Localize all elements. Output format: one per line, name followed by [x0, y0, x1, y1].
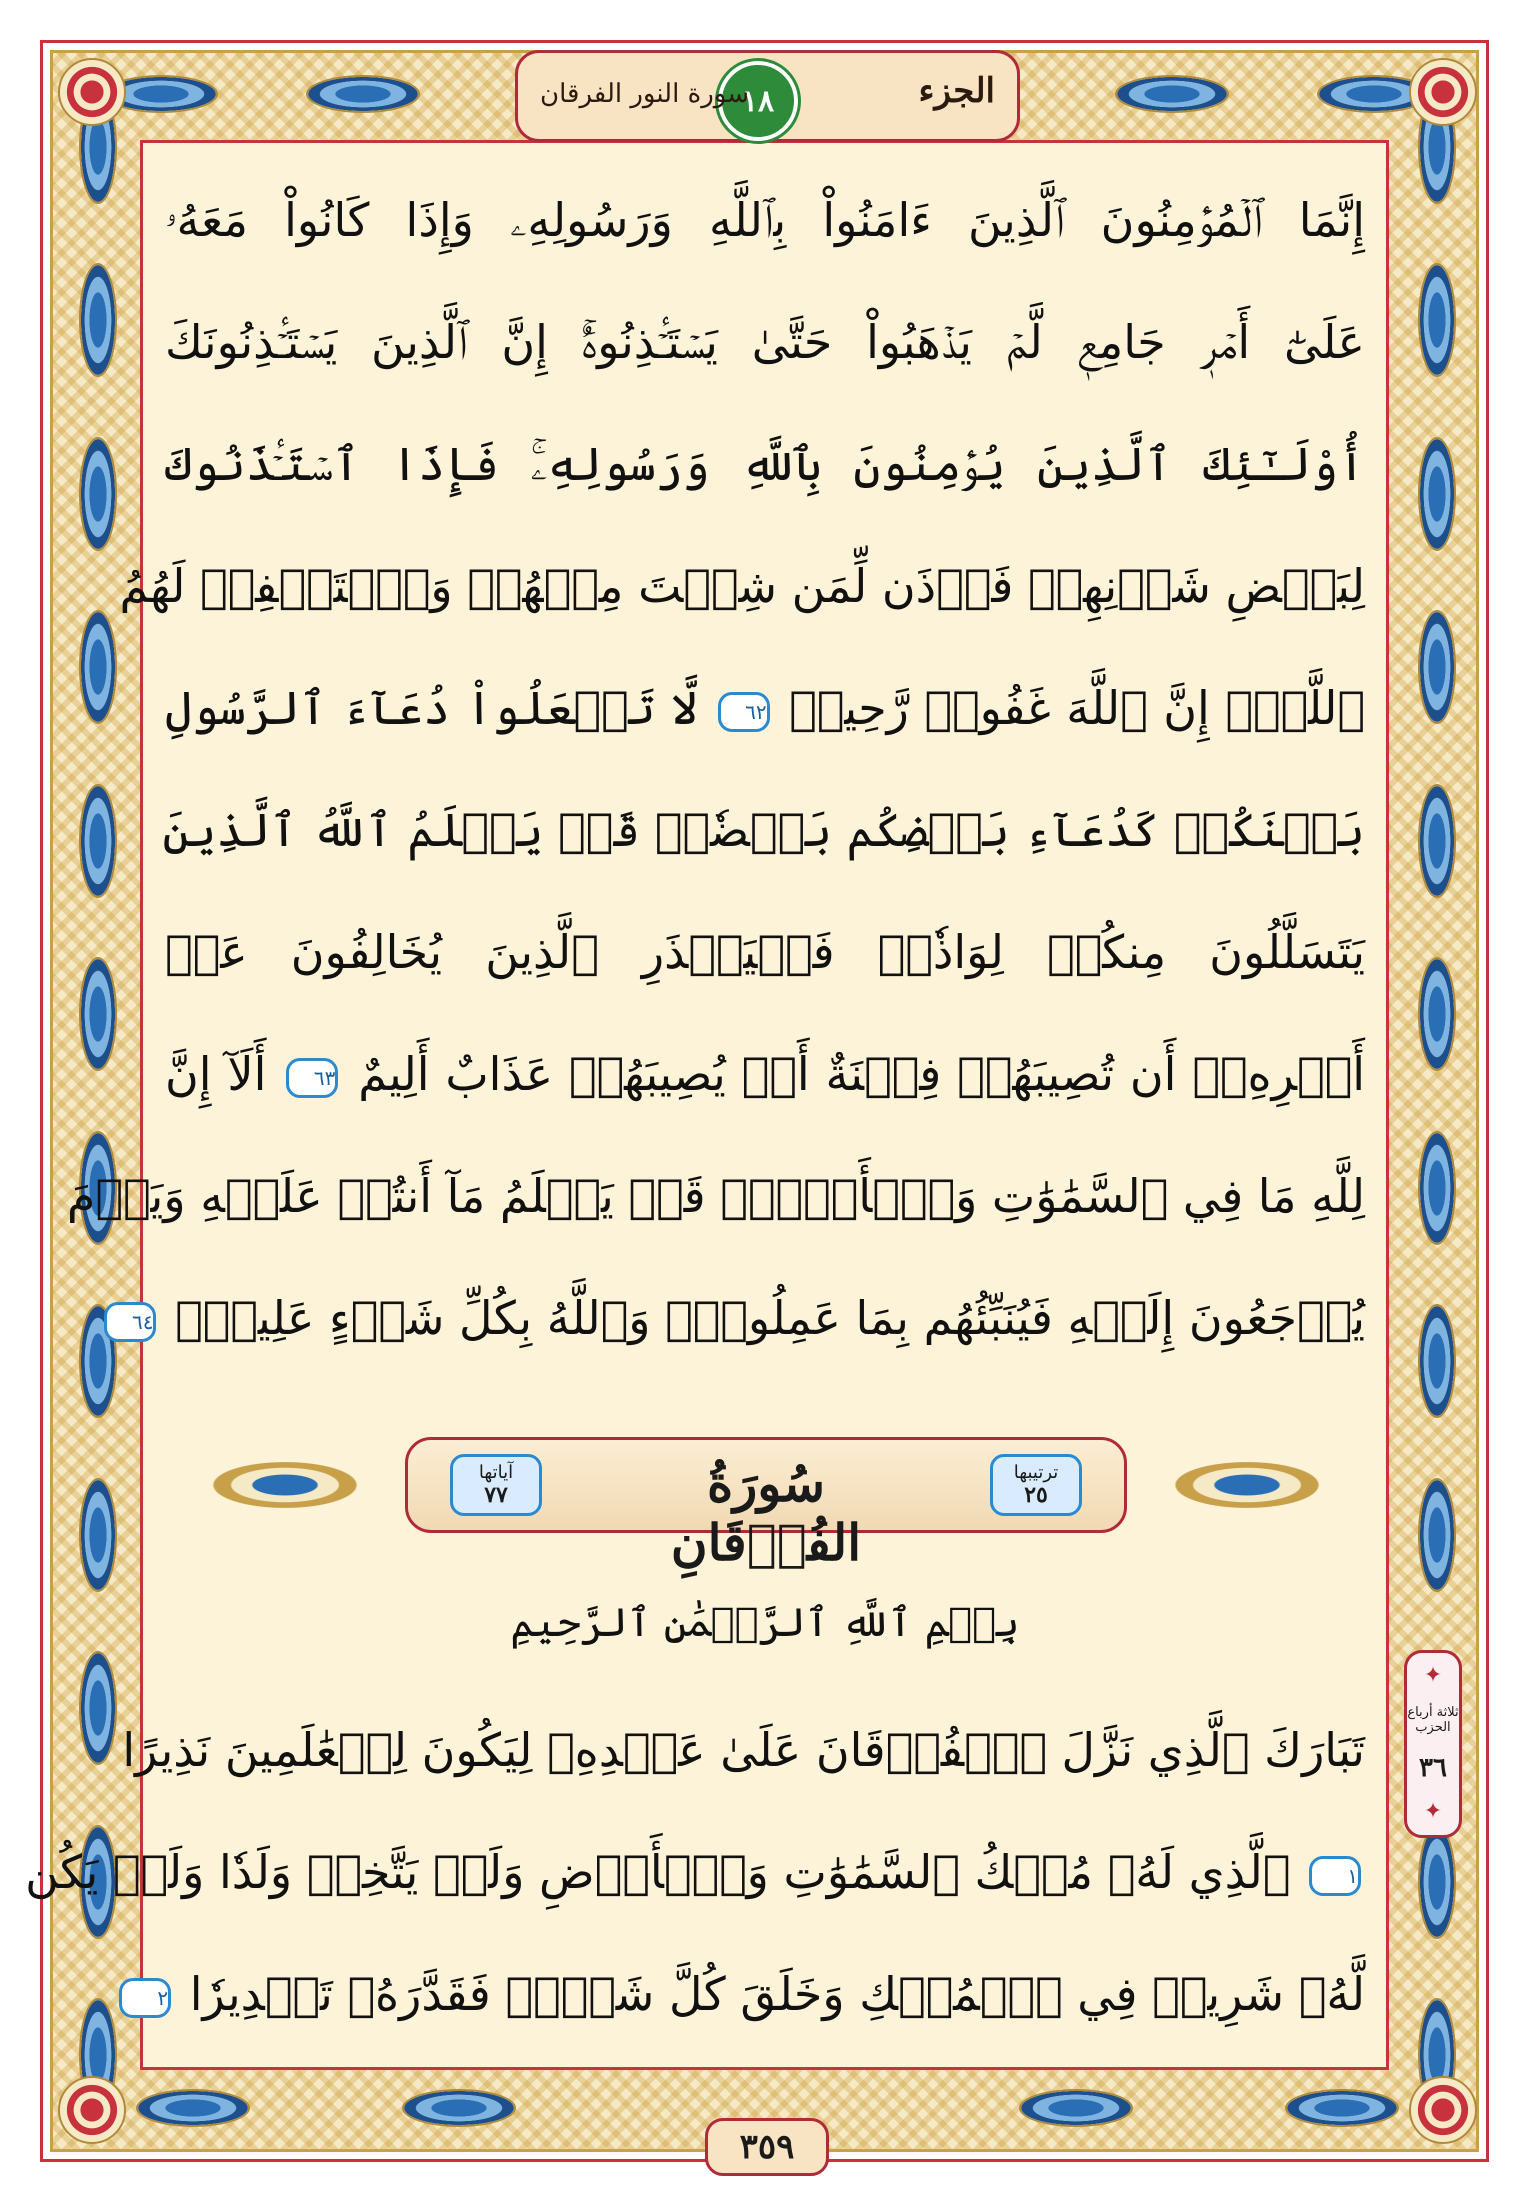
juz-label: الجزء [918, 71, 995, 111]
leaf-ornament-icon [79, 784, 117, 898]
surah-ayat-tag [450, 1454, 542, 1516]
page-header [515, 50, 1020, 142]
ayat-label: آياتها [478, 1462, 514, 1483]
quran-line: بَيۡنَكُمۡ كَدُعَآءِ بَعۡضِكُم بَعۡضٗاۚ قَدۡ يَعۡلَمُ ٱللَّهُ ٱلَّذِينَ [162, 803, 1365, 857]
surah-names: سورة النور الفرقان [540, 79, 749, 109]
corner-rosette-icon [58, 2076, 126, 2144]
leaf-ornament-icon [79, 1478, 117, 1592]
juz-number-badge: ١٨ [718, 61, 798, 141]
basmala: بِسۡمِ ٱللَّهِ ٱلرَّحۡمَٰنِ ٱلرَّحِيمِ [510, 1600, 1020, 1646]
ayah-marker-63: ٦٣ [286, 1058, 338, 1098]
corner-rosette-icon [1409, 2076, 1477, 2144]
banner-ornament-icon [1122, 1445, 1372, 1525]
line-segment: ٱلَّذِي لَهُۥ مُلۡكُ ٱلسَّمَٰوَٰتِ وَٱلۡأَرۡضِ وَلَمۡ يَتَّخِذۡ وَلَدٗا وَلَمۡ يَكُن [25, 1845, 1291, 1899]
leaf-ornament-icon [79, 957, 117, 1071]
line-segment: يُرۡجَعُونَ إِلَيۡهِ فَيُنَبِّئُهُم بِمَا عَمِلُواْۗ وَٱللَّهُ بِكُلِّ شَيۡءٍ عَلِيمُۢ [175, 1291, 1365, 1345]
page-number: ٣٥٩ [705, 2118, 829, 2176]
leaf-ornament-icon [306, 75, 420, 113]
leaf-ornament-icon [402, 2089, 516, 2127]
line-segment: أَمۡرِهِۦٓ أَن تُصِيبَهُمۡ فِتۡنَةٌ أَوۡ يُصِيبَهُمۡ عَذَابٌ أَلِيمٌ [358, 1047, 1365, 1101]
corner-rosette-icon [58, 58, 126, 126]
leaf-ornament-icon [1418, 784, 1456, 898]
leaf-ornament-icon [1418, 263, 1456, 377]
line-segment: لَّهُۥ شَرِيكٞ فِي ٱلۡمُلۡكِ وَخَلَقَ كُلَّ شَيۡءٖ فَقَدَّرَهُۥ تَقۡدِيرٗا [189, 1967, 1365, 2021]
quran-line: إِنَّمَا ٱلۡمُؤۡمِنُونَ ٱلَّذِينَ ءَامَنُواْ بِٱللَّهِ وَرَسُولِهِۦ وَإِذَا كَانُواْ مَعَهُۥ [165, 193, 1365, 247]
order-value: ٢٥ [1024, 1482, 1048, 1508]
quran-line [157, 1944, 1365, 2044]
quran-line [165, 1024, 1365, 1124]
surah-banner [160, 1425, 1372, 1572]
leaf-ornament-icon [79, 610, 117, 724]
order-label: ترتيبها [1013, 1462, 1059, 1483]
leaf-ornament-icon [136, 2089, 250, 2127]
leaf-ornament-icon [1285, 2089, 1399, 2127]
quran-line: لِلَّهِ مَا فِي ٱلسَّمَٰوَٰتِ وَٱلۡأَرۡضِۖ قَدۡ يَعۡلَمُ مَآ أَنتُمۡ عَلَيۡهِ وَيَوۡمَ [66, 1169, 1365, 1223]
leaf-ornament-icon [1115, 75, 1229, 113]
ayah-marker-2: ٢ [119, 1978, 171, 2018]
quran-line: عَلَىٰٓ أَمۡرٖ جَامِعٖ لَّمۡ يَذۡهَبُواْ حَتَّىٰ يَسۡتَـٔۡذِنُوهُۚ إِنَّ ٱلَّذِينَ يَسۡتَـٔۡذِنُونَكَ [165, 315, 1365, 369]
hizb-number: ٣٦ [1419, 1753, 1447, 1783]
ayah-marker-1: ١ [1309, 1856, 1361, 1896]
ayah-marker-64: ٦٤ [104, 1302, 156, 1342]
ayat-value: ٧٧ [484, 1482, 508, 1508]
ayah-marker-62: ٦٢ [718, 692, 770, 732]
leaf-ornament-icon [79, 437, 117, 551]
leaf-ornament-icon [1418, 610, 1456, 724]
banner-ornament-icon [160, 1445, 410, 1525]
star-ornament-icon: ✦ [1423, 1799, 1443, 1824]
star-ornament-icon: ✦ [1423, 1663, 1443, 1688]
surah-title: سُورَةُ الفُرۡقَانِ [670, 1454, 862, 1572]
quran-line: أُوْلَـٰٓئِكَ ٱلَّذِينَ يُؤۡمِنُونَ بِٱللَّهِ وَرَسُولِهِۦۚ فَإِذَا ٱسۡتَـٔۡذَنُوكَ [165, 437, 1365, 491]
corner-rosette-icon [1409, 58, 1477, 126]
quran-line: لِبَعۡضِ شَأۡنِهِمۡ فَأۡذَن لِّمَن شِئۡتَ مِنۡهُمۡ وَٱسۡتَغۡفِرۡ لَهُمُ [119, 559, 1365, 613]
leaf-ornament-icon [1418, 1304, 1456, 1418]
line-segment: أَلَآ إِنَّ [165, 1047, 267, 1101]
quran-line [131, 1268, 1365, 1368]
leaf-ornament-icon [79, 263, 117, 377]
quran-line: يَتَسَلَّلُونَ مِنكُمۡ لِوَاذٗاۚ فَلۡيَحۡذَرِ ٱلَّذِينَ يُخَالِفُونَ عَنۡ [165, 925, 1365, 979]
hizb-label: ثلاثة أرباع الحزب [1407, 1705, 1459, 1735]
quran-line [25, 1822, 1365, 1922]
leaf-ornament-icon [1418, 957, 1456, 1071]
quran-line [165, 658, 1365, 758]
leaf-ornament-icon [1418, 1131, 1456, 1245]
quran-line: تَبَارَكَ ٱلَّذِي نَزَّلَ ٱلۡفُرۡقَانَ عَلَىٰ عَبۡدِهِۦ لِيَكُونَ لِلۡعَٰلَمِينَ نَذِيرًا [122, 1723, 1365, 1777]
surah-order-tag [990, 1454, 1082, 1516]
leaf-ornament-icon [1019, 2089, 1133, 2127]
leaf-ornament-icon [1418, 1825, 1456, 1939]
line-segment: ٱللَّهَۚ إِنَّ ٱللَّهَ غَفُورٞ رَّحِيمٞ [789, 681, 1365, 735]
leaf-ornament-icon [1418, 1478, 1456, 1592]
leaf-ornament-icon [1418, 437, 1456, 551]
hizb-marker [1404, 1650, 1462, 1838]
leaf-ornament-icon [79, 1651, 117, 1765]
surah-title-box [405, 1437, 1127, 1572]
line-segment: لَّا تَجۡعَلُواْ دُعَآءَ ٱلرَّسُولِ [165, 681, 699, 735]
